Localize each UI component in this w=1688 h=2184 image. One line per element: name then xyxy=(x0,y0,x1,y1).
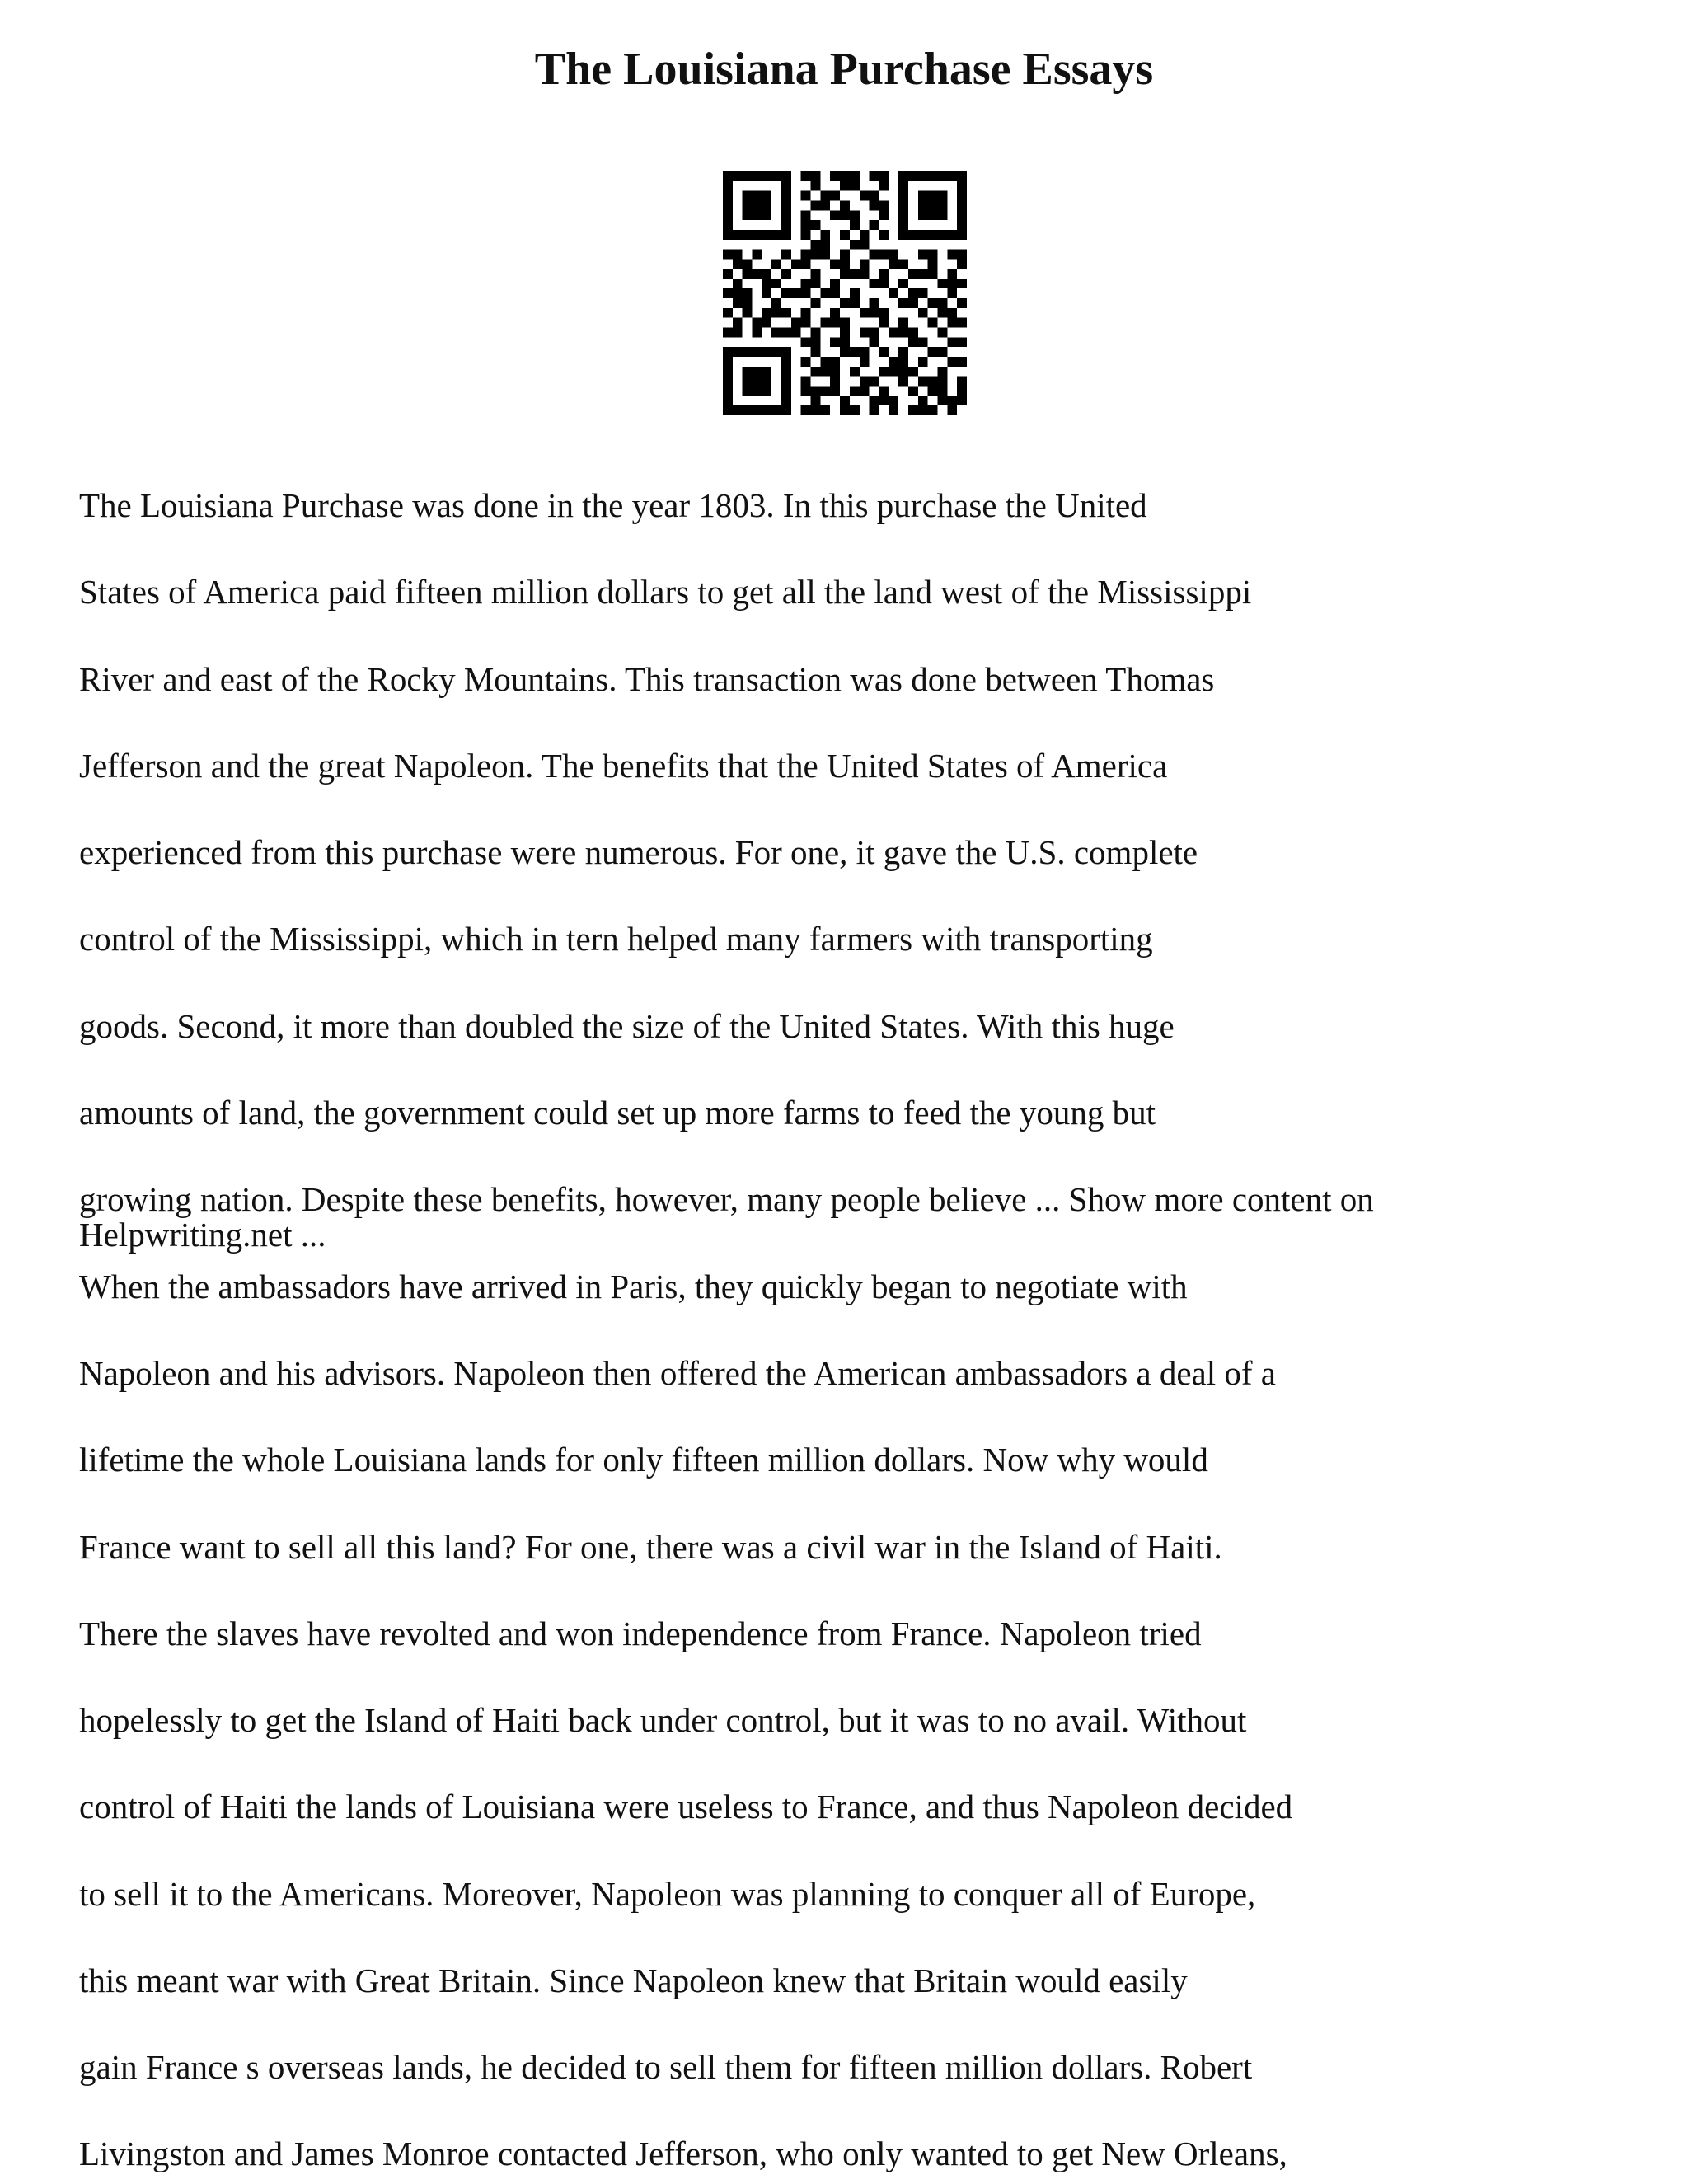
essay-line: Jefferson and the great Napoleon. The benefits that the United States of America xyxy=(79,747,1168,785)
document-title: The Louisiana Purchase Essays xyxy=(534,44,1154,95)
essay-line: States of America paid fifteen million dollars to get all the land west of the Mississippi xyxy=(79,573,1252,611)
essay-line: hopelessly to get the Island of Haiti back under control, but it was to no avail. Without xyxy=(79,1701,1247,1739)
essay-line: There the slaves have revolted and won independence from France. Napoleon tried xyxy=(79,1615,1202,1652)
essay-line: goods. Second, it more than doubled the size of the United States. With this huge xyxy=(79,1007,1175,1045)
qr-code-icon xyxy=(723,171,967,415)
essay-line: lifetime the whole Louisiana lands for only fifteen million dollars. Now why would xyxy=(79,1441,1208,1479)
essay-line: control of the Mississippi, which in tern helped many farmers with transporting xyxy=(79,920,1153,958)
essay-line: River and east of the Rocky Mountains. This transaction was done between Thomas xyxy=(79,660,1215,698)
essay-line: Livingston and James Monroe contacted Jefferson, who only wanted to get New Orleans, xyxy=(79,2135,1287,2172)
essay-line: control of Haiti the lands of Louisiana were useless to France, and thus Napoleon decided xyxy=(79,1788,1293,1825)
essay-line: France want to sell all this land? For one, there was a civil war in the Island of Haiti. xyxy=(79,1528,1222,1566)
essay-line: gain France s overseas lands, he decided to sell them for fifteen million dollars. Robert xyxy=(79,2048,1253,2086)
essay-line: Napoleon and his advisors. Napoleon then offered the American ambassadors a deal of a xyxy=(79,1354,1276,1392)
essay-line: When the ambassadors have arrived in Paris, they quickly began to negotiate with xyxy=(79,1268,1188,1305)
essay-line: The Louisiana Purchase was done in the year 1803. In this purchase the United xyxy=(79,486,1147,524)
essay-line: Helpwriting.net ... xyxy=(79,1216,326,1254)
essay-line: to sell it to the Americans. Moreover, Napoleon was planning to conquer all of Europe, xyxy=(79,1875,1256,1913)
essay-line: experienced from this purchase were numerous. For one, it gave the U.S. complete xyxy=(79,833,1198,871)
essay-line: growing nation. Despite these benefits, however, many people believe ... Show more content on xyxy=(79,1180,1374,1218)
essay-line: amounts of land, the government could set up more farms to feed the young but xyxy=(79,1094,1156,1132)
essay-line: this meant war with Great Britain. Since Napoleon knew that Britain would easily xyxy=(79,1961,1188,1999)
